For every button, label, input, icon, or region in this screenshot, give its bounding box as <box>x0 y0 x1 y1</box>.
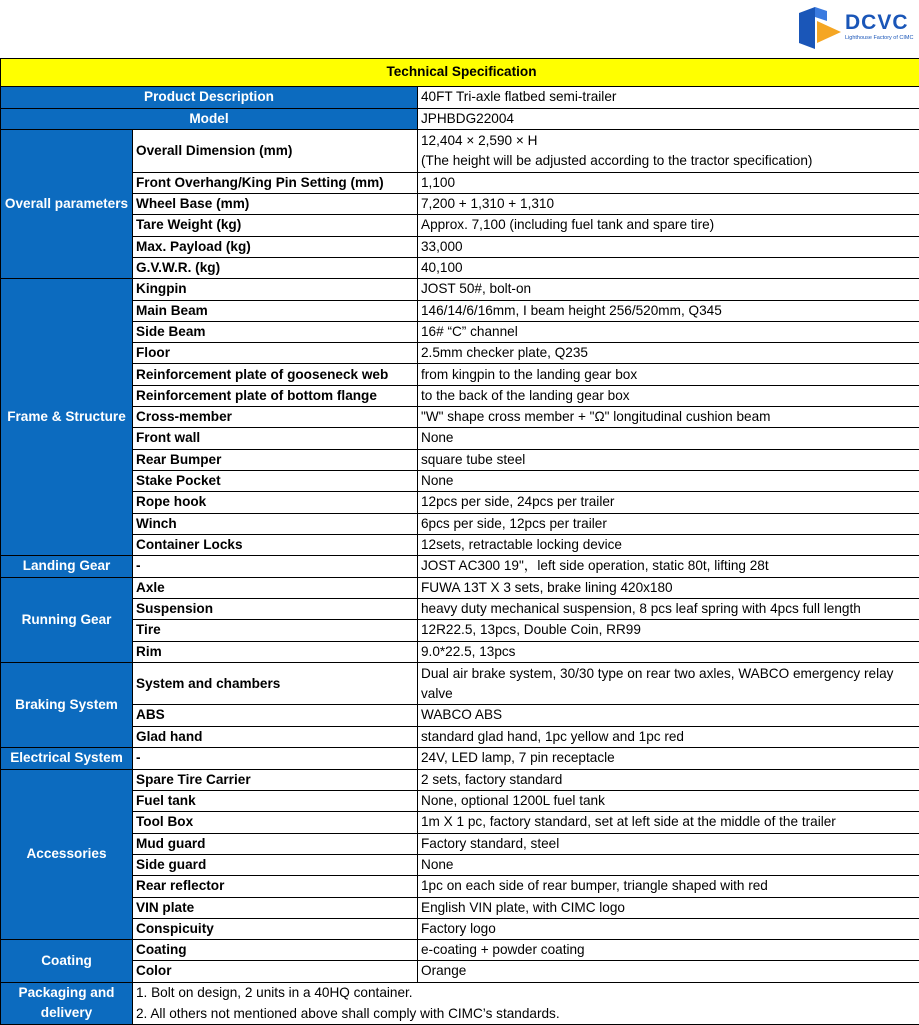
param-value: English VIN plate, with CIMC logo <box>418 897 919 918</box>
param-label: Cross-member <box>133 407 418 428</box>
param-value: 12R22.5, 13pcs, Double Coin, RR99 <box>418 620 919 641</box>
param-label: Container Locks <box>133 534 418 555</box>
spec-table <box>0 58 919 1025</box>
param-value: Factory logo <box>418 918 919 939</box>
param-label: Rope hook <box>133 492 418 513</box>
param-value: Orange <box>418 961 919 982</box>
logo-text: DCVC <box>845 11 909 35</box>
param-label: - <box>133 748 418 770</box>
param-value: Dual air brake system, 30/30 type on rear two axles, WABCO emergency relay valve <box>418 663 919 705</box>
param-value: to the back of the landing gear box <box>418 385 919 406</box>
table-row <box>1 130 919 172</box>
table-row <box>1 1003 919 1024</box>
param-value: 12pcs per side, 24pcs per trailer <box>418 492 919 513</box>
table-row <box>1 705 919 726</box>
param-label: Color <box>133 961 418 982</box>
dcvc-logo <box>797 5 909 51</box>
param-value: 16# “C” channel <box>418 321 919 342</box>
model-value: JPHBDG22004 <box>418 108 919 130</box>
table-row <box>1 748 919 770</box>
param-label: Reinforcement plate of gooseneck web <box>133 364 418 385</box>
param-label: VIN plate <box>133 897 418 918</box>
param-label: Glad hand <box>133 726 418 747</box>
table-row <box>1 961 919 982</box>
param-label: Spare Tire Carrier <box>133 769 418 790</box>
param-value: 9.0*22.5, 13pcs <box>418 641 919 662</box>
table-row <box>1 279 919 300</box>
table-row <box>1 343 919 364</box>
param-label: Stake Pocket <box>133 470 418 491</box>
document-header <box>0 0 919 58</box>
param-value: 1pc on each side of rear bumper, triangle shaped with red <box>418 876 919 897</box>
param-value: 12sets, retractable locking device <box>418 534 919 555</box>
table-row <box>1 300 919 321</box>
param-value-line: (The height will be adjusted according to the tractor specification) <box>421 151 919 171</box>
table-row <box>1 663 919 705</box>
product-description-value: 40FT Tri-axle flatbed semi-trailer <box>418 87 919 109</box>
param-label: Reinforcement plate of bottom flange <box>133 385 418 406</box>
table-row <box>1 492 919 513</box>
table-row <box>1 407 919 428</box>
packaging-line-2: 2. All others not mentioned above shall comply with CIMC’s standards. <box>133 1003 919 1024</box>
param-value <box>418 130 919 172</box>
param-value: Factory standard, steel <box>418 833 919 854</box>
param-value: 24V, LED lamp, 7 pin receptacle <box>418 748 919 770</box>
param-value: "W" shape cross member + "Ω" longitudinal cushion beam <box>418 407 919 428</box>
table-row <box>1 172 919 193</box>
param-value: None <box>418 470 919 491</box>
param-value: 33,000 <box>418 236 919 257</box>
table-row <box>1 321 919 342</box>
section-category: Overall parameters <box>1 130 133 279</box>
logo-subtitle: Lighthouse Factory of CIMC <box>845 35 913 41</box>
table-row <box>1 982 919 1003</box>
param-label: Side Beam <box>133 321 418 342</box>
param-value: None <box>418 854 919 875</box>
table-row <box>1 534 919 555</box>
table-row <box>1 940 919 961</box>
table-row <box>1 876 919 897</box>
model-label: Model <box>1 108 418 130</box>
param-label: Suspension <box>133 599 418 620</box>
table-row <box>1 769 919 790</box>
param-value: from kingpin to the landing gear box <box>418 364 919 385</box>
param-value: 6pcs per side, 12pcs per trailer <box>418 513 919 534</box>
param-label: Axle <box>133 577 418 598</box>
section-category: Frame & Structure <box>1 279 133 556</box>
param-value: 2.5mm checker plate, Q235 <box>418 343 919 364</box>
table-row <box>1 215 919 236</box>
param-value: 1m X 1 pc, factory standard, set at left side at the middle of the trailer <box>418 812 919 833</box>
param-value: FUWA 13T X 3 sets, brake lining 420x180 <box>418 577 919 598</box>
param-label: Coating <box>133 940 418 961</box>
param-label: Mud guard <box>133 833 418 854</box>
param-value: JOST 50#, bolt-on <box>418 279 919 300</box>
param-value: 146/14/6/16mm, I beam height 256/520mm, Q345 <box>418 300 919 321</box>
param-label: Fuel tank <box>133 791 418 812</box>
table-row <box>1 897 919 918</box>
param-label: ABS <box>133 705 418 726</box>
param-value: square tube steel <box>418 449 919 470</box>
table-row <box>1 449 919 470</box>
param-label: G.V.W.R. (kg) <box>133 257 418 278</box>
param-value: JOST AC300 19"，left side operation, static 80t, lifting 28t <box>418 556 919 578</box>
param-label: Tare Weight (kg) <box>133 215 418 236</box>
param-label: System and chambers <box>133 663 418 705</box>
param-value: Approx. 7,100 (including fuel tank and spare tire) <box>418 215 919 236</box>
section-category: Accessories <box>1 769 133 939</box>
product-description-label: Product Description <box>1 87 418 109</box>
section-category: Coating <box>1 940 133 983</box>
param-label: Rim <box>133 641 418 662</box>
packaging-line-1: 1. Bolt on design, 2 units in a 40HQ container. <box>133 982 919 1003</box>
param-label: Front Overhang/King Pin Setting (mm) <box>133 172 418 193</box>
param-value: None, optional 1200L fuel tank <box>418 791 919 812</box>
param-value: None <box>418 428 919 449</box>
table-row <box>1 726 919 747</box>
table-row <box>1 385 919 406</box>
param-label: - <box>133 556 418 578</box>
section-category: Electrical System <box>1 748 133 770</box>
table-row <box>1 812 919 833</box>
table-row <box>1 556 919 578</box>
param-label: Rear reflector <box>133 876 418 897</box>
table-row <box>1 641 919 662</box>
packaging-category: Packaging and delivery <box>1 982 133 1024</box>
table-row <box>1 577 919 598</box>
section-category: Landing Gear <box>1 556 133 578</box>
param-label: Front wall <box>133 428 418 449</box>
param-label: Overall Dimension (mm) <box>133 130 418 172</box>
section-category: Braking System <box>1 663 133 748</box>
param-value: heavy duty mechanical suspension, 8 pcs leaf spring with 4pcs full length <box>418 599 919 620</box>
table-row <box>1 833 919 854</box>
table-row <box>1 513 919 534</box>
dcvc-logo-icon <box>797 5 843 51</box>
table-row <box>1 791 919 812</box>
param-label: Tool Box <box>133 812 418 833</box>
param-label: Max. Payload (kg) <box>133 236 418 257</box>
param-value: 1,100 <box>418 172 919 193</box>
table-row <box>1 620 919 641</box>
param-value: WABCO ABS <box>418 705 919 726</box>
page-title: Technical Specification <box>1 59 919 87</box>
param-label: Main Beam <box>133 300 418 321</box>
table-row <box>1 428 919 449</box>
param-value: 2 sets, factory standard <box>418 769 919 790</box>
table-row <box>1 918 919 939</box>
table-row <box>1 470 919 491</box>
param-label: Floor <box>133 343 418 364</box>
param-value-line: 12,404 × 2,590 × H <box>421 131 919 151</box>
param-label: Conspicuity <box>133 918 418 939</box>
param-label: Kingpin <box>133 279 418 300</box>
param-value: 40,100 <box>418 257 919 278</box>
table-row <box>1 194 919 215</box>
table-row <box>1 599 919 620</box>
param-value: standard glad hand, 1pc yellow and 1pc red <box>418 726 919 747</box>
table-row <box>1 364 919 385</box>
param-label: Rear Bumper <box>133 449 418 470</box>
param-label: Winch <box>133 513 418 534</box>
section-category: Running Gear <box>1 577 133 662</box>
table-row <box>1 236 919 257</box>
param-value: 7,200 + 1,310 + 1,310 <box>418 194 919 215</box>
table-row <box>1 257 919 278</box>
param-label: Side guard <box>133 854 418 875</box>
table-row <box>1 854 919 875</box>
param-label: Wheel Base (mm) <box>133 194 418 215</box>
param-value: e-coating + powder coating <box>418 940 919 961</box>
param-label: Tire <box>133 620 418 641</box>
